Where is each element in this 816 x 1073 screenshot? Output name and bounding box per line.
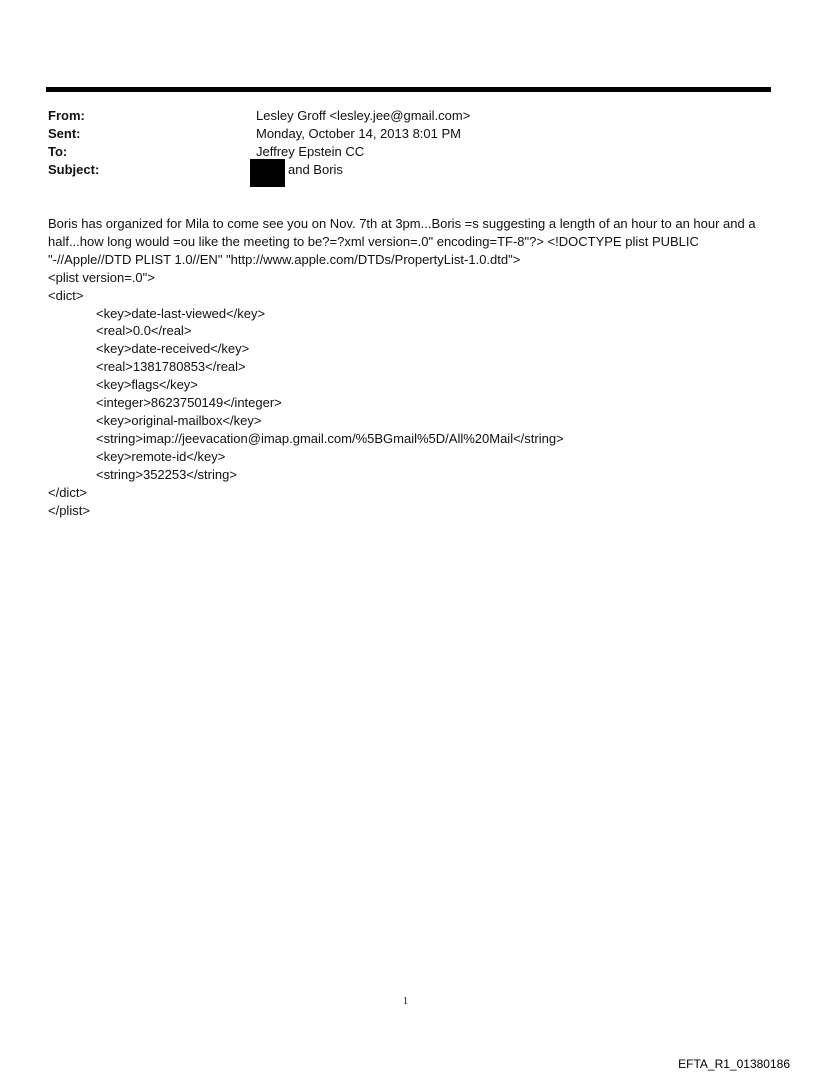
subject-row (48, 161, 748, 179)
plist-value-line: <real>1381780853</real> (96, 359, 246, 375)
plist-key-line: <key>original-mailbox</key> (96, 412, 262, 428)
email-header (48, 107, 748, 179)
plist-open-line: <plist version=.0"> (48, 269, 155, 285)
subject-label: Subject: (48, 162, 100, 177)
to-label: To: (48, 144, 68, 159)
to-value: Jeffrey Epstein CC (256, 144, 365, 159)
plist-key-line: <key>remote-id</key> (96, 448, 226, 464)
plist-value-line: <integer>8623750149</integer> (96, 395, 282, 411)
sent-row (48, 125, 748, 143)
sent-label: Sent: (48, 126, 81, 141)
plist-key-line: <key>date-received</key> (96, 341, 250, 357)
body-paragraph: Boris has organized for Mila to come see you on Nov. 7th at 3pm...Boris =s suggesting a length of an hour to an hour and a half...how long would =ou like the meeting to be?=?xml version=.0" encoding=TF-8"?> <!DOCTYPE plist PUBLIC "-//Apple//DTD PLIST 1.0//EN" "http://www.apple.com/DTDs/PropertyList-1.0.dtd"> (48, 216, 756, 267)
subject-value: and Boris (288, 162, 343, 177)
header-divider (46, 87, 771, 92)
from-value: Lesley Groff <lesley.jee@gmail.com> (256, 108, 471, 123)
dict-close-line: </dict> (48, 484, 88, 500)
dict-open-line: <dict> (48, 287, 84, 303)
plist-key-line: <key>flags</key> (96, 377, 198, 393)
from-label: From: (48, 108, 85, 123)
email-body (48, 215, 773, 519)
redaction-box (250, 159, 285, 187)
plist-key-line: <key>date-last-viewed</key> (96, 305, 266, 321)
page-number: 1 (403, 996, 408, 1007)
document-id: EFTA_R1_01380186 (678, 1057, 790, 1071)
from-row (48, 107, 748, 125)
plist-value-line: <real>0.0</real> (96, 323, 192, 339)
sent-value: Monday, October 14, 2013 8:01 PM (256, 126, 461, 141)
plist-value-line: <string>imap://jeevacation@imap.gmail.com/%5BGmail%5D/All%20Mail</string> (96, 430, 564, 446)
plist-close-line: </plist> (48, 502, 90, 518)
plist-value-line: <string>352253</string> (96, 466, 237, 482)
to-row (48, 143, 748, 161)
